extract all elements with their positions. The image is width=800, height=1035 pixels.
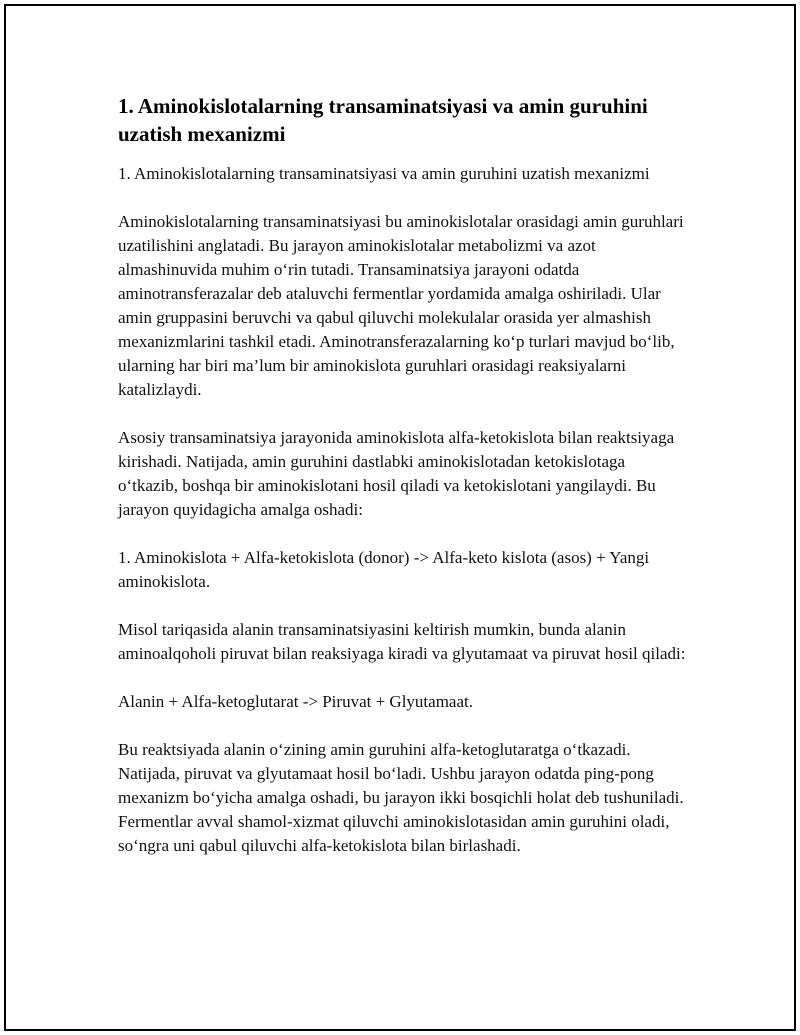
paragraph-mechanism: Bu reaktsiyada alanin o‘zining amin guruhini alfa-ketoglutaratga o‘tkazadi. Natijada, piruvat va glyutamaat hosil bo‘ladi. Ushbu jarayon odatda ping-pong mexanizm bo‘yicha amalga oshadi, bu jarayon ikki bosqichli holat deb tushuniladi. Fermentlar avval shamol-xizmat qiluvchi aminokislotasidan amin guruhini oladi, so‘ngra uni qabul qiluvchi alfa-ketokislota bilan birlashadi. [118, 740, 684, 855]
paragraph-process: Asosiy transaminatsiya jarayonida aminokislota alfa-ketokislota bilan reaktsiyaga kirishadi. Natijada, amin guruhini dastlabki aminokislotadan ketokislotaga o‘tkazib, boshqa bir aminokislotani hosil qiladi va ketokislotani yangilaydi. Bu jarayon quyidagicha amalga oshadi: [118, 428, 675, 519]
document-body [118, 92, 688, 882]
paragraph-heading-repeat: 1. Aminokislotalarning transaminatsiyasi va amin guruhini uzatish mexanizmi [118, 164, 650, 183]
paragraph-equation-alanine: Alanin + Alfa-ketoglutarat -> Piruvat + Glyutamaat. [118, 692, 473, 711]
paragraph-intro: Aminokislotalarning transaminatsiyasi bu aminokislotalar orasidagi amin guruhlari uzatilishini anglatadi. Bu jarayon aminokislotalar metabolizmi va azot almashinuvida muhim o‘rin tutadi. Transaminatsiya jarayoni odatda aminotransferazalar deb ataluvchi fermentlar yordamida amalga oshiriladi. Ular amin gruppasini beruvchi va qabul qiluvchi molekulalar orasida yer almashish mexanizmlarini tashkil etadi. Aminotransferazalarning ko‘p turlari mavjud bo‘lib, ularning har biri ma’lum bir aminokislota guruhlari orasidagi reaksiyalarni katalizlaydi. [118, 212, 684, 399]
document-title: 1. Aminokislotalarning transaminatsiyasi va amin guruhini uzatish mexanizmi [118, 94, 648, 146]
paragraph-equation-general: 1. Aminokislota + Alfa-ketokislota (donor) -> Alfa-keto kislota (asos) + Yangi aminokislota. [118, 548, 650, 591]
paragraph-example: Misol tariqasida alanin transaminatsiyasini keltirish mumkin, bunda alanin aminoalqoholi piruvat bilan reaksiyaga kiradi va glyutamaat va piruvat hosil qiladi: [118, 620, 686, 663]
